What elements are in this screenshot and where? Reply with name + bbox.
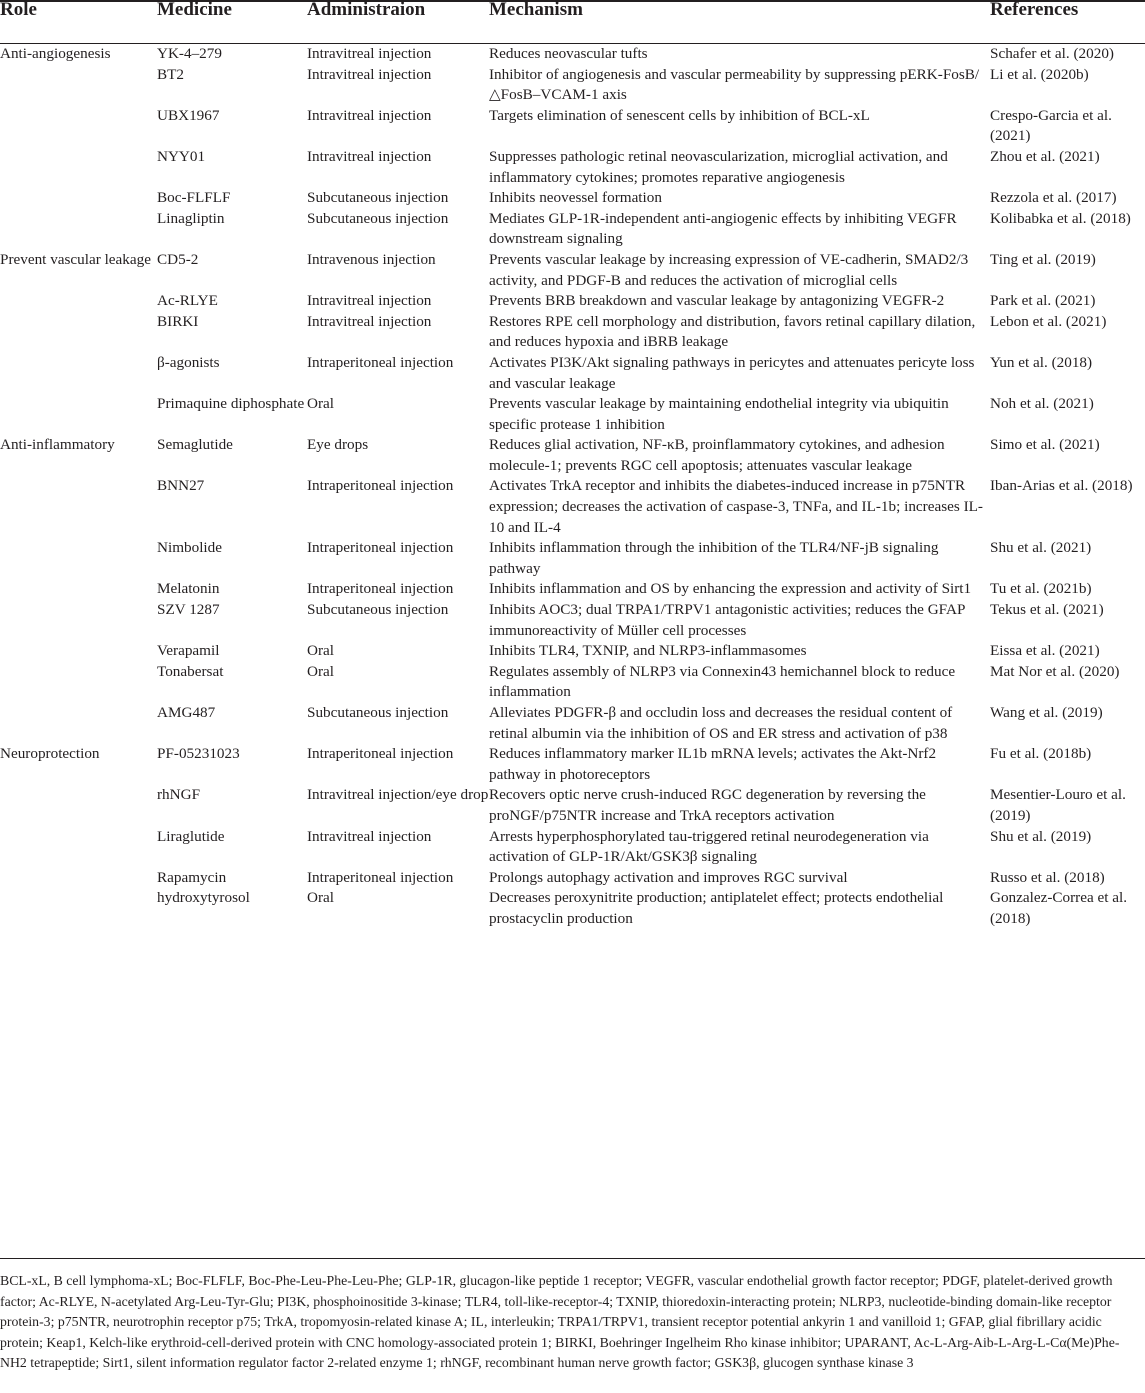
row-mechanism: Activates TrkA receptor and inhibits the diabetes-induced increase in p75NTR expression; decreases the activation of caspase-3, TNFa, and IL-1b; increases IL-10 and IL-4 — [489, 477, 983, 536]
row-mechanism: Inhibitor of angiogenesis and vascular permeability by suppressing pERK-FosB/△FosB–VCAM-1 axis — [489, 65, 980, 104]
row-reference: Tekus et al. (2021) — [990, 601, 1104, 619]
row-reference: Kolibabka et al. (2018) — [990, 209, 1131, 227]
row-administration: Intravitreal injection/eye drop — [307, 786, 489, 804]
row-reference: Shu et al. (2019) — [990, 827, 1092, 845]
row-mechanism: Arrests hyperphosphorylated tau-triggered retinal neurodegeneration via activation of GLP-1R/Akt/GSK3β signaling — [489, 827, 929, 866]
row-mechanism: Mediates GLP-1R-independent anti-angiogenic effects by inhibiting VEGFR downstream signaling — [489, 209, 957, 248]
row-reference: Russo et al. (2018) — [990, 868, 1105, 886]
table-row — [0, 394, 1145, 435]
row-mechanism: Activates PI3K/Akt signaling pathways in pericytes and attenuates pericyte loss and vascular leakage — [489, 353, 975, 392]
row-role: Anti-inflammatory — [0, 436, 115, 454]
row-role — [0, 600, 157, 641]
row-administration: Subcutaneous injection — [307, 601, 449, 619]
row-reference: Noh et al. (2021) — [990, 395, 1094, 413]
table-row — [0, 209, 1145, 250]
row-mechanism: Inhibits inflammation and OS by enhancing the expression and activity of Sirt1 — [489, 580, 972, 598]
row-role: Neuroprotection — [0, 745, 100, 763]
row-role — [0, 662, 157, 703]
row-medicine: AMG487 — [157, 704, 216, 721]
row-administration: Oral — [307, 662, 334, 680]
row-reference: Park et al. (2021) — [990, 292, 1096, 310]
row-reference: Yun et al. (2018) — [990, 353, 1093, 371]
row-medicine: Linagliptin — [157, 209, 225, 227]
row-administration: Intraperitoneal injection — [307, 353, 454, 371]
row-medicine: Nimbolide — [157, 539, 222, 557]
table-row — [0, 744, 1145, 785]
table-footnote: BCL-xL, B cell lymphoma-xL; Boc-FLFLF, Boc-Phe-Leu-Phe-Leu-Phe; GLP-1R, glucagon-like peptide 1 receptor; VEGFR, vascular endothelial growth factor receptor; PDGF, platelet-derived growth factor; Ac-RLYE, N-acetylated Arg-Leu-Tyr-Glu; PI3K, phosphoinositide 3-kinase; TLR4, toll-like-receptor-4; TXNIP, thioredoxin-interacting protein; NLRP3, nucleotide-binding domain-like receptor protein-3; p75NTR, neurotrophin receptor p75; TrkA, tropomyosin-related kinase A; IL, interleukin; TRPA1/TRPV1, transient receptor potential ankyrin 1 and vanilloid 1; GFAP, glial fibrillary acidic protein; Keap1, Kelch-like erythroid-cell-derived protein with CNC homology-associated protein 1; BIRKI, Boehringer Ingelheim Rho kinase inhibitor; UPARANT, Ac-L-Arg-Aib-L-Arg-L-Cα(Me)Phe-NH2 tetrapeptide; Sirt1, silent information regulator factor 2-related enzyme 1; rhNGF, recombinant human nerve growth factor; GSK3β, glucogen synthase kinase 3 — [0, 1273, 1120, 1371]
table-row — [0, 641, 1145, 662]
row-reference: Li et al. (2020b) — [990, 65, 1089, 83]
row-role — [0, 579, 157, 600]
table-row — [0, 827, 1145, 868]
row-reference: Ting et al. (2019) — [990, 250, 1096, 268]
row-reference: Iban-Arias et al. (2018) — [990, 477, 1133, 495]
row-mechanism: Targets elimination of senescent cells by inhibition of BCL-xL — [489, 106, 870, 124]
row-role: Prevent vascular leakage — [0, 250, 151, 268]
row-mechanism: Regulates assembly of NLRP3 via Connexin43 hemichannel block to reduce inflammation — [489, 662, 956, 701]
row-role — [0, 538, 157, 579]
row-mechanism: Decreases peroxynitrite production; antiplatelet effect; protects endothelial prostacyclin production — [489, 889, 944, 927]
row-role: Anti-angiogenesis — [0, 45, 111, 62]
row-mechanism: Inhibits neovessel formation — [489, 189, 662, 207]
row-role — [0, 785, 157, 826]
row-medicine: BNN27 — [157, 477, 205, 495]
row-medicine: Rapamycin — [157, 868, 227, 886]
table-row — [0, 250, 1145, 291]
row-role — [0, 147, 157, 188]
row-mechanism: Prolongs autophagy activation and improves RGC survival — [489, 868, 848, 886]
row-administration: Intravitreal injection — [307, 827, 432, 845]
row-administration: Intravitreal injection — [307, 45, 432, 62]
row-medicine: Ac-RLYE — [157, 292, 218, 310]
table-row — [0, 703, 1145, 744]
medicine-table — [0, 44, 1145, 933]
row-role — [0, 106, 157, 147]
row-mechanism: Inhibits inflammation through the inhibition of the TLR4/NF-jB signaling pathway — [489, 539, 939, 577]
row-administration: Intraperitoneal injection — [307, 539, 454, 557]
row-reference: Shu et al. (2021) — [990, 539, 1092, 557]
table-row — [0, 106, 1145, 147]
table-row — [0, 44, 1145, 65]
row-reference: Fu et al. (2018b) — [990, 745, 1092, 763]
row-medicine: Melatonin — [157, 580, 220, 598]
row-mechanism: Reduces neovascular tufts — [489, 45, 648, 62]
table-row — [0, 65, 1145, 106]
table-row — [0, 353, 1145, 394]
row-reference: Mesentier-Louro et al. (2019) — [990, 786, 1126, 824]
row-medicine: hydroxytyrosol — [157, 889, 250, 907]
row-administration: Eye drops — [307, 436, 369, 454]
row-administration: Intravitreal injection — [307, 292, 432, 310]
row-mechanism: Prevents BRB breakdown and vascular leakage by antagonizing VEGFR-2 — [489, 292, 945, 310]
row-administration: Intravitreal injection — [307, 106, 432, 124]
row-administration: Oral — [307, 395, 334, 413]
row-mechanism: Suppresses pathologic retinal neovascularization, microglial activation, and inflammatory cytokines; promotes reparative angiogenesis — [489, 147, 948, 186]
row-mechanism: Recovers optic nerve crush-induced RGC degeneration by reversing the proNGF/p75NTR increase and TrkA receptors activation — [489, 786, 926, 824]
table-row — [0, 435, 1145, 476]
row-mechanism: Prevents vascular leakage by increasing expression of VE-cadherin, SMAD2/3 activity, and PDGF-B and reduces the activation of microglial cells — [489, 250, 969, 289]
row-medicine: BT2 — [157, 65, 185, 83]
row-administration: Oral — [307, 642, 334, 660]
row-reference: Eissa et al. (2021) — [990, 642, 1100, 660]
row-mechanism: Reduces inflammatory marker IL1b mRNA levels; activates the Akt-Nrf2 pathway in photoreceptors — [489, 745, 937, 783]
row-role — [0, 888, 157, 932]
table-row — [0, 147, 1145, 188]
row-mechanism: Prevents vascular leakage by maintaining endothelial integrity via ubiquitin specific protease 1 inhibition — [489, 395, 949, 433]
row-medicine: Tonabersat — [157, 662, 224, 680]
row-medicine: YK-4–279 — [157, 45, 222, 62]
row-medicine: Semaglutide — [157, 436, 233, 454]
table-row — [0, 579, 1145, 600]
table-row — [0, 312, 1145, 353]
row-reference: Simo et al. (2021) — [990, 436, 1100, 454]
row-medicine: Primaquine diphosphate — [157, 395, 305, 413]
row-mechanism: Restores RPE cell morphology and distribution, favors retinal capillary dilation, and reduces hypoxia and iBRB leakage — [489, 312, 976, 351]
row-reference: Tu et al. (2021b) — [990, 580, 1092, 598]
row-role — [0, 353, 157, 394]
row-medicine: SZV 1287 — [157, 601, 220, 619]
row-role — [0, 641, 157, 662]
header-references: References — [990, 0, 1079, 20]
table-body — [0, 44, 1145, 933]
row-role — [0, 827, 157, 868]
row-reference: Mat Nor et al. (2020) — [990, 662, 1120, 680]
row-administration: Subcutaneous injection — [307, 189, 449, 207]
row-reference: Wang et al. (2019) — [990, 704, 1103, 721]
row-reference: Schafer et al. (2020) — [990, 45, 1114, 62]
bottom-rule — [0, 1258, 1145, 1259]
row-mechanism: Inhibits TLR4, TXNIP, and NLRP3-inflammasomes — [489, 642, 807, 660]
row-reference: Zhou et al. (2021) — [990, 147, 1100, 165]
row-medicine: BIRKI — [157, 312, 199, 330]
row-reference: Rezzola et al. (2017) — [990, 189, 1117, 207]
row-administration: Intravitreal injection — [307, 312, 432, 330]
row-medicine: Boc-FLFLF — [157, 189, 231, 207]
header-medicine: Medicine — [157, 0, 232, 20]
row-medicine: β-agonists — [157, 353, 220, 371]
row-administration: Intraperitoneal injection — [307, 745, 454, 763]
row-role — [0, 394, 157, 435]
row-administration: Intravitreal injection — [307, 65, 432, 83]
table-row — [0, 888, 1145, 932]
row-administration: Subcutaneous injection — [307, 704, 449, 721]
row-reference: Crespo-Garcia et al. (2021) — [990, 106, 1112, 145]
table-row — [0, 476, 1145, 538]
row-medicine: PF-05231023 — [157, 745, 240, 763]
row-role — [0, 291, 157, 312]
table-row — [0, 538, 1145, 579]
row-administration: Intravenous injection — [307, 250, 436, 268]
row-role — [0, 188, 157, 209]
header-role: Role — [0, 0, 37, 20]
row-role — [0, 65, 157, 106]
row-medicine: UBX1967 — [157, 106, 220, 124]
row-administration: Intravitreal injection — [307, 147, 432, 165]
row-role — [0, 868, 157, 889]
row-administration: Oral — [307, 889, 334, 907]
row-administration: Intraperitoneal injection — [307, 580, 454, 598]
header-administration: Administraion — [307, 0, 426, 20]
table-row — [0, 600, 1145, 641]
row-role — [0, 476, 157, 538]
row-medicine: rhNGF — [157, 786, 201, 804]
header-mechanism: Mechanism — [489, 0, 583, 20]
row-administration: Intraperitoneal injection — [307, 868, 454, 886]
row-medicine: Verapamil — [157, 642, 220, 660]
table-row — [0, 868, 1145, 889]
row-administration: Subcutaneous injection — [307, 209, 449, 227]
row-reference: Lebon et al. (2021) — [990, 312, 1107, 330]
row-medicine: CD5-2 — [157, 250, 199, 268]
row-reference: Gonzalez-Correa et al. (2018) — [990, 889, 1128, 927]
row-role — [0, 703, 157, 744]
row-administration: Intraperitoneal injection — [307, 477, 454, 495]
row-medicine: Liraglutide — [157, 827, 225, 845]
row-mechanism: Reduces glial activation, NF-κB, proinflammatory cytokines, and adhesion molecule-1; prevents RGC cell apoptosis; attenuates vascular leakage — [489, 436, 945, 474]
table-row — [0, 662, 1145, 703]
row-role — [0, 209, 157, 250]
row-role — [0, 312, 157, 353]
table-row — [0, 291, 1145, 312]
row-mechanism: Inhibits AOC3; dual TRPA1/TRPV1 antagonistic activities; reduces the GFAP immunoreactivity of Müller cell processes — [489, 601, 965, 639]
row-mechanism: Alleviates PDGFR-β and occludin loss and decreases the residual content of retinal albumin via the inhibition of OS and ER stress and activation of p38 — [489, 704, 953, 742]
row-medicine: NYY01 — [157, 147, 206, 165]
table-row — [0, 188, 1145, 209]
table-row — [0, 785, 1145, 826]
